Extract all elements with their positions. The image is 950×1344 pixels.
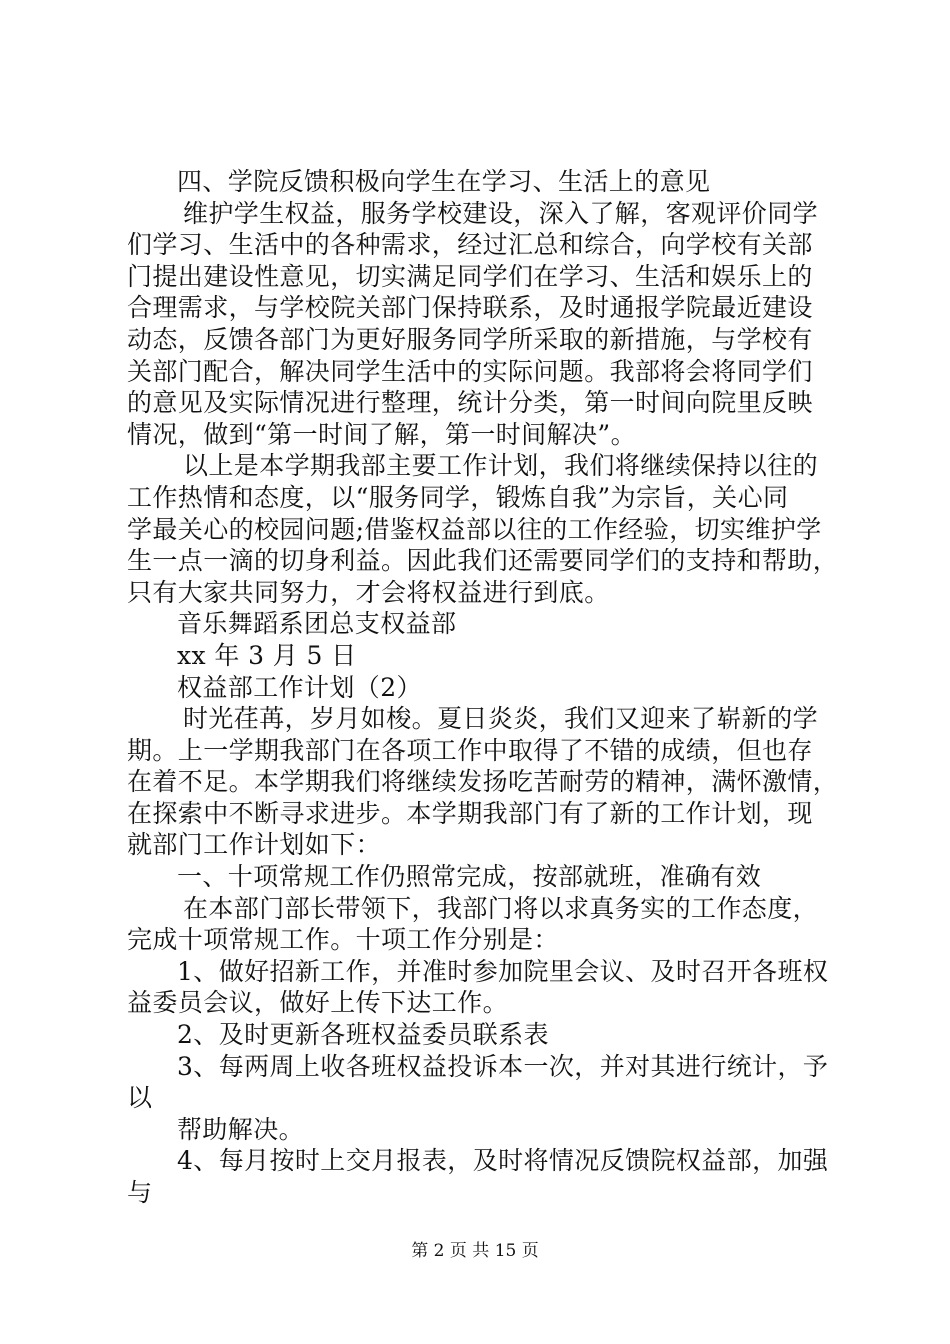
list-item-continuation: 以 bbox=[127, 1083, 153, 1113]
paragraph-line: 完成十项常规工作。十项工作分别是： bbox=[127, 925, 559, 955]
paragraph-line: 生一点一滴的切身利益。因此我们还需要同学们的支持和帮助， bbox=[127, 546, 839, 576]
document-title: 权益部工作计划（2） bbox=[177, 672, 422, 702]
paragraph-line: 的意见及实际情况进行整理，统计分类，第一时间向院里反映 bbox=[127, 388, 813, 418]
paragraph-line: 期。上一学期我部门在各项工作中取得了不错的成绩，但也存 bbox=[127, 735, 813, 765]
paragraph-line: 只有大家共同努力，才会将权益进行到底。 bbox=[127, 577, 610, 607]
list-item-continuation: 与 bbox=[127, 1178, 153, 1207]
paragraph-line: 在本部门部长带领下，我部门将以求真务实的工作态度， bbox=[183, 893, 819, 923]
list-item: 2、及时更新各班权益委员联系表 bbox=[177, 1020, 549, 1050]
section-heading: 一、十项常规工作仍照常完成，按部就班，准确有效 bbox=[177, 862, 762, 892]
paragraph-line: 情况，做到“第一时间了解，第一时间解决”。 bbox=[127, 419, 636, 449]
paragraph-line: 门提出建设性意见，切实满足同学们在学习、生活和娱乐上的 bbox=[127, 261, 813, 291]
list-item: 3、每两周上收各班权益投诉本一次，并对其进行统计，予 bbox=[177, 1051, 829, 1081]
list-item: 4、每月按时上交月报表，及时将情况反馈院权益部，加强 bbox=[177, 1146, 829, 1176]
list-item: 1、做好招新工作，并准时参加院里会议、及时召开各班权 bbox=[177, 956, 829, 986]
signature-date: xx 年 3 月 5 日 bbox=[177, 640, 357, 670]
signature-department: 音乐舞蹈系团总支权益部 bbox=[177, 609, 457, 639]
paragraph-line: 维护学生权益，服务学校建设，深入了解，客观评价同学 bbox=[183, 198, 819, 228]
section-heading: 四、学院反馈积极向学生在学习、生活上的意见 bbox=[177, 167, 711, 196]
paragraph-line: 时光荏苒，岁月如梭。夏日炎炎，我们又迎来了崭新的学 bbox=[183, 704, 819, 734]
paragraph-line: 关部门配合，解决同学生活中的实际问题。我部将会将同学们 bbox=[127, 356, 813, 386]
paragraph-line: 就部门工作计划如下： bbox=[127, 830, 382, 860]
paragraph-line: 动态，反馈各部门为更好服务同学所采取的新措施，与学校有 bbox=[127, 324, 813, 354]
list-item-continuation: 帮助解决。 bbox=[177, 1114, 305, 1144]
paragraph-line: 以上是本学期我部主要工作计划，我们将继续保持以往的 bbox=[183, 451, 819, 481]
paragraph-line: 在探索中不断寻求进步。本学期我部门有了新的工作计划，现 bbox=[127, 798, 813, 828]
paragraph-line: 们学习、生活中的各种需求，经过汇总和综合，向学校有关部 bbox=[127, 230, 813, 260]
paragraph-line: 工作热情和态度，以“服务同学，锻炼自我”为宗旨，关心同 bbox=[127, 482, 789, 512]
paragraph-line: 学最关心的校园问题;借鉴权益部以往的工作经验，切实维护学 bbox=[127, 514, 822, 544]
document-body bbox=[127, 166, 847, 1209]
list-item-continuation: 益委员会议，做好上传下达工作。 bbox=[127, 988, 509, 1018]
page-number-footer: 第 2 页 共 15 页 bbox=[411, 1241, 539, 1261]
paragraph-line: 在着不足。本学期我们将继续发扬吃苦耐劳的精神，满怀激情， bbox=[127, 767, 839, 797]
paragraph-line: 合理需求，与学校院关部门保持联系，及时通报学院最近建设 bbox=[127, 293, 813, 323]
